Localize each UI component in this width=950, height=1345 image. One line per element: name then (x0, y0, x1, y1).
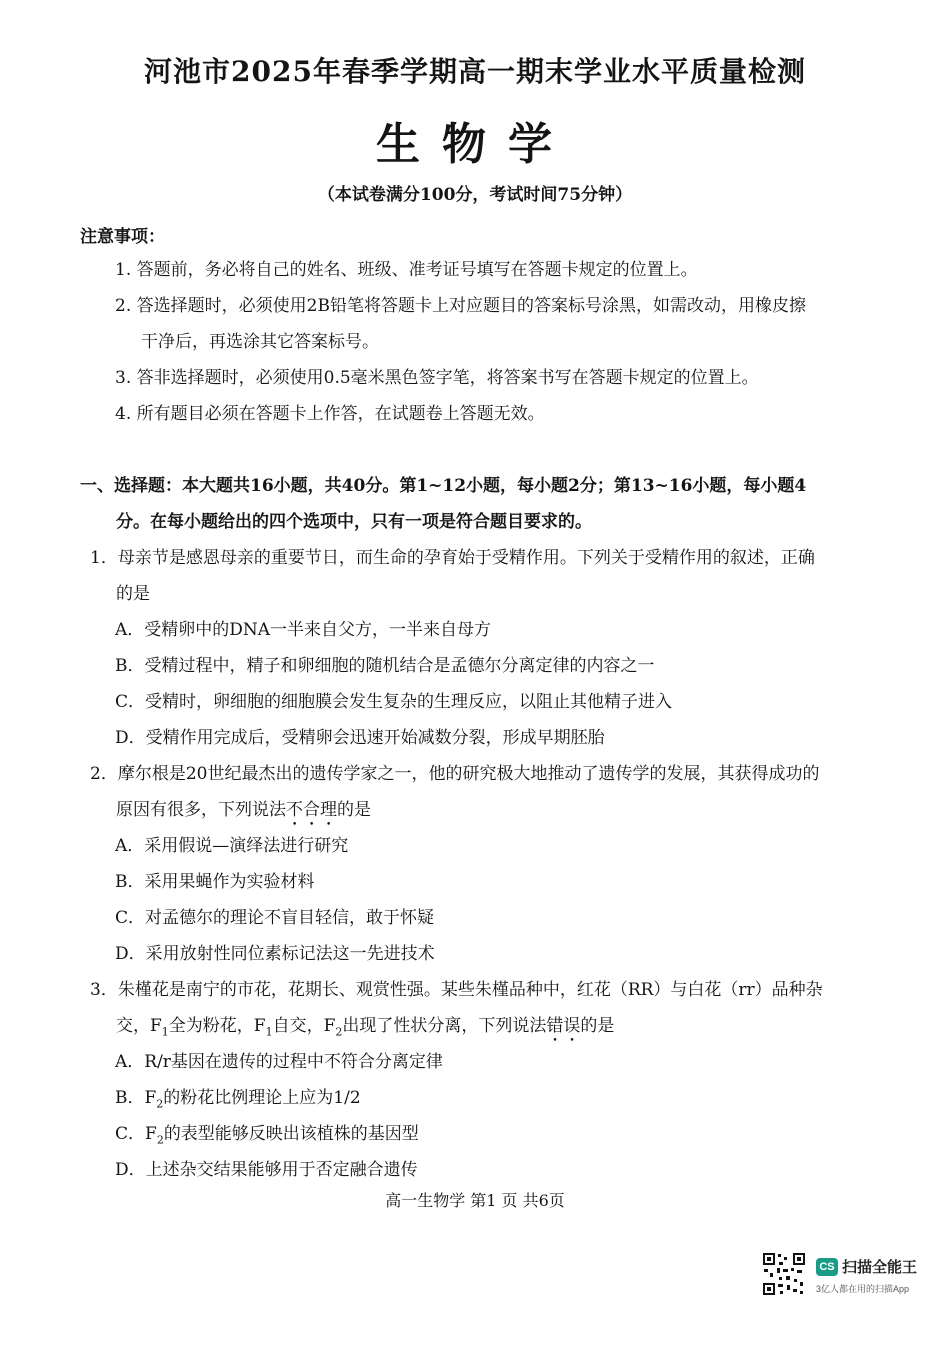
emphasis-text: 不合理 (286, 800, 337, 820)
notice-item-1 (115, 252, 895, 288)
qr-code-icon (762, 1252, 806, 1296)
notice-text: 答选择题时，必须使用2B铅笔将答题卡上对应题目的答案标号涂黑，如需改动，用橡皮擦 (131, 296, 806, 316)
notice-text: 答题前，务必将自己的姓名、班级、准考证号填写在答题卡规定的位置上。 (131, 260, 698, 280)
exam-title: 河池市2025年春季学期高一期末学业水平质量检测 (144, 55, 806, 88)
subscript: 2 (156, 1133, 164, 1147)
notice-item-3 (115, 360, 895, 396)
q2-option-d: D．采用放射性同位素标记法这一先进技术 (115, 944, 435, 964)
notice-item-2 (115, 288, 895, 360)
emphasis-text: 错误 (546, 1016, 581, 1036)
question-1 (90, 540, 890, 612)
section-heading (80, 468, 890, 540)
option-text: 的粉花比例理论上应为1/2 (163, 1088, 361, 1108)
q3-option-a (115, 1044, 875, 1080)
q1-option-c: C．受精时，卵细胞的细胞膜会发生复杂的生理反应，以阻止其他精子进入 (115, 692, 673, 712)
option-text: B．F (115, 1088, 157, 1108)
stem-text: 的是 (580, 1016, 615, 1036)
subject-title: 生物学 (376, 119, 574, 170)
exam-info: （本试卷满分100分，考试时间75分钟） (317, 185, 633, 205)
stem-text: 自交，F (272, 1016, 336, 1036)
stem-text: 全为粉花，F (168, 1016, 266, 1036)
option-text: A．R/r基因在遗传的过程中不符合分离定律 (115, 1052, 443, 1072)
q1-option-d: D．受精作用完成后，受精卵会迅速开始减数分裂，形成早期胚胎 (115, 728, 605, 748)
subscript: 2 (156, 1097, 164, 1111)
notice-text-cont: 干净后，再选涂其它答案标号。 (141, 332, 379, 352)
notice-num: 4. (115, 404, 132, 424)
section-line-1: 一、选择题：本大题共16小题，共40分。第1~12小题，每小题2分；第13~16小题，每小题4 (80, 476, 807, 496)
question-stem: 3．朱槿花是南宁的市花，花期长、观赏性强。某些朱槿品种中，红花（RR）与白花（rr）品种杂 (90, 980, 823, 1000)
q2-option-a: A．采用假说—演绎法进行研究 (115, 836, 349, 856)
q1-option-a: A．受精卵中的DNA一半来自父方，一半来自母方 (115, 620, 492, 640)
page-footer: 高一生物学 第1 页 共6页 (385, 1191, 565, 1210)
stem-text: 原因有很多，下列说法 (116, 800, 286, 820)
stem-text: 交，F (116, 1016, 162, 1036)
section-line-2: 分。在每小题给出的四个选项中，只有一项是符合题目要求的。 (116, 512, 592, 532)
stem-text: 出现了性状分离，下列说法 (342, 1016, 547, 1036)
q3-option-d (115, 1152, 875, 1188)
stem-text: 的是 (337, 800, 371, 820)
watermark-app-name: 扫描全能王 (842, 1259, 918, 1276)
notice-text: 答非选择题时，必须使用0.5毫米黑色签字笔，将答案书写在答题卡规定的位置上。 (131, 368, 759, 388)
question-stem: 2．摩尔根是20世纪最杰出的遗传学家之一，他的研究极大地推动了遗传学的发展，其获得成功的 (90, 764, 820, 784)
question-stem-cont (90, 792, 890, 830)
option-text: 的表型能够反映出该植株的基因型 (163, 1124, 419, 1144)
subscript: 2 (335, 1025, 343, 1039)
option-text: D．上述杂交结果能够用于否定融合遗传 (115, 1160, 418, 1180)
notice-num: 1. (115, 260, 132, 280)
question-stem: 1．母亲节是感恩母亲的重要节日，而生命的孕育始于受精作用。下列关于受精作用的叙述，正确 (90, 548, 815, 568)
scanner-watermark (762, 1252, 937, 1308)
notice-num: 3. (115, 368, 132, 388)
q1-option-b: B．受精过程中，精子和卵细胞的随机结合是孟德尔分离定律的内容之一 (115, 656, 655, 676)
notice-text: 所有题目必须在答题卡上作答，在试题卷上答题无效。 (131, 404, 545, 424)
subscript: 1 (161, 1025, 169, 1039)
q2-option-c: C．对孟德尔的理论不盲目轻信，敢于怀疑 (115, 908, 435, 928)
question-2 (90, 756, 890, 830)
watermark-tagline: 3亿人都在用的扫描App (816, 1284, 910, 1294)
option-text: C．F (115, 1124, 157, 1144)
q2-option-b: B．采用果蝇作为实验材料 (115, 872, 315, 892)
subscript: 1 (265, 1025, 273, 1039)
notice-num: 2. (115, 296, 132, 316)
notice-heading: 注意事项： (80, 227, 165, 247)
question-stem-cont: 的是 (116, 584, 150, 604)
notice-item-4 (115, 396, 895, 432)
camscanner-logo-icon: CS (816, 1258, 838, 1276)
question-3 (90, 972, 890, 1050)
